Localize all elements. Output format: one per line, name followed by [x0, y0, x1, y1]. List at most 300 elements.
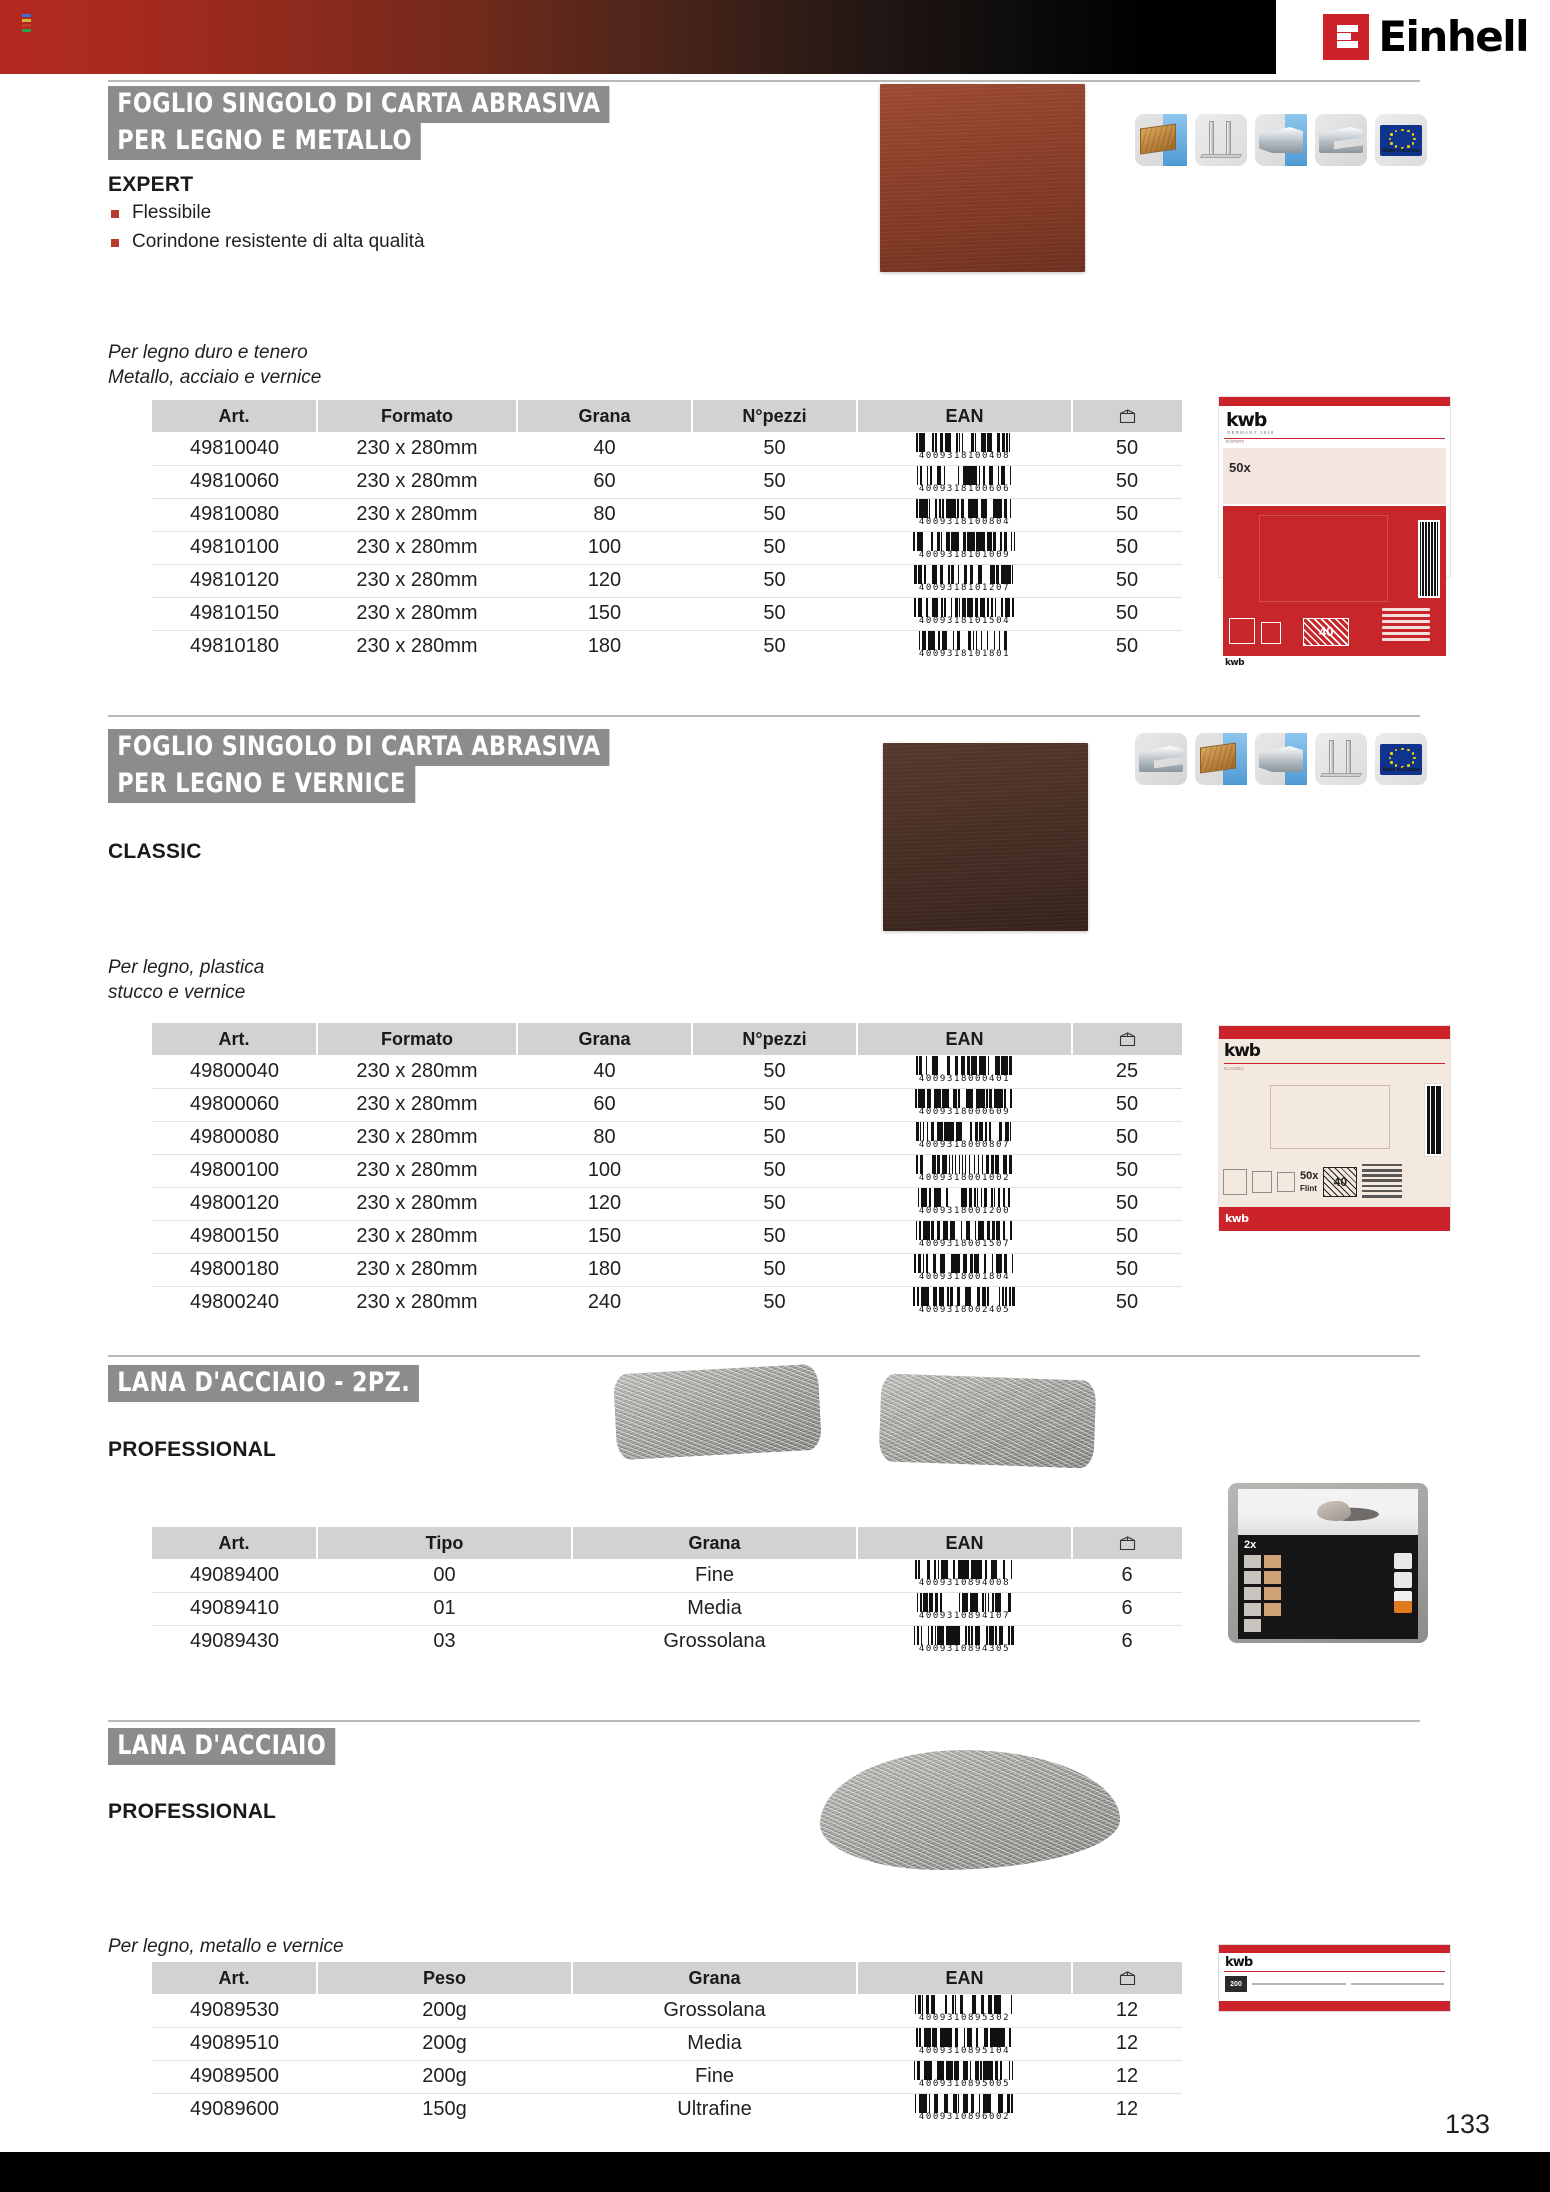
packshot-qty-sub: Flint — [1300, 1184, 1317, 1193]
cell-ean — [857, 432, 1072, 465]
cell-packaging-qty: 50 — [1072, 531, 1182, 564]
packshot-barcode-icon — [1424, 1083, 1444, 1157]
ean-number: 4009318000401 — [918, 1073, 1011, 1084]
cell-packaging-qty: 12 — [1072, 2027, 1182, 2060]
table-row — [152, 1253, 1182, 1286]
made-in-europe-icon — [1375, 733, 1427, 785]
table-header-row — [152, 1962, 1182, 1994]
cell-art: 49800120 — [152, 1187, 317, 1220]
cell-grana: Fine — [572, 1559, 857, 1592]
cell-packaging-qty: 50 — [1072, 1121, 1182, 1154]
ean-barcode-icon — [913, 1287, 1016, 1315]
cell-ean — [857, 2060, 1072, 2093]
product-photo-abrasive-sheet — [883, 743, 1088, 931]
cell-art: 49800180 — [152, 1253, 317, 1286]
ean-barcode-icon — [916, 499, 1012, 527]
col-pezzi: N°pezzi — [692, 1023, 857, 1055]
ean-number: 4009310895104 — [918, 2046, 1011, 2056]
ean-number: 4009318100804 — [918, 517, 1011, 527]
table-header-row — [152, 400, 1182, 432]
cell-formato: 230 x 280mm — [356, 1291, 478, 1314]
cell-art: 49089400 — [152, 1559, 317, 1592]
cell-pezzi: 50 — [692, 1154, 857, 1187]
usage-note — [108, 340, 321, 390]
feature-item: Corindone resistente di alta qualità — [108, 228, 425, 257]
feature-item: Flessibile — [108, 199, 425, 228]
section-foglio-legno-vernice — [0, 715, 1550, 1325]
col-ean: EAN — [857, 400, 1072, 432]
cell-grana: 60 — [517, 1088, 692, 1121]
feature-list — [108, 199, 425, 256]
packshot-variant: EXPERT — [1226, 439, 1245, 444]
packshot-grit: 40 — [1303, 618, 1349, 646]
cell-grana: 40 — [517, 1055, 692, 1088]
ean-number: 4009310895302 — [918, 2012, 1011, 2023]
col-packaging-unit — [1072, 400, 1182, 432]
table-row — [152, 1625, 1182, 1658]
cell-ean — [857, 1154, 1072, 1187]
col-art: Art. — [152, 1023, 317, 1055]
cell-art: 49800040 — [152, 1055, 317, 1088]
cell-pezzi: 50 — [763, 635, 786, 658]
cell-formato: 230 x 280mm — [317, 597, 517, 630]
cell-grana: 180 — [517, 1253, 692, 1286]
footer-bar — [0, 2152, 1550, 2192]
ean-barcode-icon — [913, 532, 1017, 560]
section-lana-acciaio — [0, 1700, 1550, 2123]
header-banner — [0, 0, 1276, 74]
cell-ean — [857, 1121, 1072, 1154]
cell-packaging-qty: 50 — [1072, 1154, 1182, 1187]
cell-art: 49800080 — [152, 1121, 317, 1154]
table-body-1 — [152, 432, 1182, 663]
table-body-2 — [152, 1055, 1182, 1319]
section-title-line-2: PER LEGNO E METALLO — [108, 123, 421, 160]
cell-packaging-qty: 12 — [1072, 2060, 1182, 2093]
packshot-qty: 50x — [1229, 459, 1251, 475]
col-grana: Grana — [517, 1023, 692, 1055]
cell-grana: Ultrafine — [677, 2098, 752, 2121]
made-in-europe-icon — [1375, 114, 1427, 166]
ean-barcode-icon — [915, 1089, 1014, 1117]
cell-grana: 40 — [517, 432, 692, 465]
made-in-europe-label: Made in Europe — [1382, 766, 1420, 773]
cell-packaging-qty: 50 — [1072, 498, 1182, 531]
einhell-mark-icon — [1323, 14, 1369, 60]
cell-pezzi: 50 — [763, 1291, 786, 1314]
cell-pezzi: 50 — [692, 1187, 857, 1220]
cell-grana: Fine — [572, 2060, 857, 2093]
cell-ean — [857, 465, 1072, 498]
ean-number: 4009318101207 — [918, 583, 1011, 593]
cell-ean — [857, 1592, 1072, 1625]
cell-ean — [857, 597, 1072, 630]
cell-ean — [857, 564, 1072, 597]
cell-grana: Grossolana — [572, 1994, 857, 2027]
kwb-logo-footer: kwb — [1225, 1212, 1249, 1225]
table-row — [152, 2060, 1182, 2093]
cell-peso: 200g — [317, 2060, 572, 2093]
section-title — [108, 86, 653, 160]
cell-ean — [857, 531, 1072, 564]
cell-ean — [857, 1253, 1072, 1286]
product-photo-steel-wool-pad-2 — [879, 1373, 1097, 1468]
box-icon — [1118, 1535, 1137, 1552]
spec-table-2 — [152, 1023, 1182, 1319]
usage-note — [108, 1934, 344, 1959]
table-row — [152, 432, 1182, 465]
ean-number: 4009310894305 — [918, 1644, 1011, 1655]
cell-art: 49810060 — [152, 465, 317, 498]
ean-number: 4009318100606 — [918, 484, 1011, 494]
table-row — [152, 1592, 1182, 1625]
profile-icon — [1315, 114, 1367, 166]
ean-number: 4009318001507 — [918, 1239, 1011, 1249]
cell-ean — [857, 1625, 1072, 1658]
table-row — [152, 1286, 1182, 1319]
cell-grana: 180 — [587, 635, 622, 658]
ean-barcode-icon — [918, 1188, 1012, 1216]
cell-packaging-qty: 12 — [1072, 1994, 1182, 2027]
ean-barcode-icon — [916, 1155, 1013, 1183]
ean-barcode-icon — [917, 466, 1013, 494]
packshot-lana-acciaio — [1218, 1944, 1451, 2012]
cell-art: 49810180 — [190, 635, 279, 658]
cell-grana: 150 — [517, 597, 692, 630]
kwb-logo: kwb — [1224, 1041, 1260, 1061]
cell-pezzi: 50 — [692, 465, 857, 498]
ean-barcode-icon — [916, 2028, 1012, 2056]
cell-art: 49810080 — [152, 498, 317, 531]
ean-barcode-icon — [916, 433, 1012, 461]
ean-barcode-icon — [914, 565, 1015, 593]
ean-number: 4009310894107 — [918, 1611, 1011, 1621]
ean-number: 4009318101009 — [918, 550, 1011, 560]
cell-pezzi: 50 — [692, 564, 857, 597]
ean-barcode-icon — [914, 598, 1016, 626]
cell-formato: 230 x 280mm — [317, 1055, 517, 1088]
section-title — [108, 1365, 446, 1402]
col-grana: Grana — [572, 1962, 857, 1994]
cell-pezzi: 50 — [692, 1088, 857, 1121]
table-row — [152, 1994, 1182, 2027]
col-ean: EAN — [857, 1023, 1072, 1055]
table-row — [152, 2027, 1182, 2060]
cell-pezzi: 50 — [692, 1121, 857, 1154]
cell-packaging-qty: 50 — [1072, 597, 1182, 630]
page-number: 133 — [1444, 2109, 1490, 2139]
cell-formato: 230 x 280mm — [317, 465, 517, 498]
cell-pezzi: 50 — [692, 1220, 857, 1253]
cell-art: 49089430 — [190, 1630, 279, 1653]
cell-art: 49089600 — [190, 2098, 279, 2121]
col-packaging-unit — [1072, 1962, 1182, 1994]
cell-grana: 80 — [517, 498, 692, 531]
cell-art: 49800150 — [152, 1220, 317, 1253]
table-row — [152, 564, 1182, 597]
spec-table-4 — [152, 1962, 1182, 2126]
box-icon — [1118, 1031, 1137, 1048]
cell-tipo: 03 — [433, 1630, 456, 1653]
cell-packaging-qty: 50 — [1115, 1291, 1139, 1314]
cell-tipo: 01 — [317, 1592, 572, 1625]
table-row — [152, 597, 1182, 630]
ean-barcode-icon — [915, 2094, 1014, 2122]
cell-ean — [857, 630, 1072, 663]
kwb-logo-footer: kwb — [1225, 657, 1244, 668]
cell-grana: 100 — [517, 1154, 692, 1187]
packshot-barcode-icon — [1418, 520, 1440, 598]
col-packaging-unit — [1072, 1023, 1182, 1055]
box-icon — [1118, 1970, 1137, 1987]
cell-ean — [857, 498, 1072, 531]
cell-packaging-qty: 6 — [1072, 1592, 1182, 1625]
cell-grana: Media — [572, 2027, 857, 2060]
table-header-row — [152, 1023, 1182, 1055]
col-art: Art. — [152, 1527, 317, 1559]
col-grana: Grana — [517, 400, 692, 432]
cell-ean — [857, 1559, 1072, 1592]
cell-formato: 230 x 280mm — [317, 1220, 517, 1253]
frame-icon — [1195, 114, 1247, 166]
ean-barcode-icon — [914, 1254, 1016, 1282]
cell-packaging-qty: 50 — [1072, 564, 1182, 597]
kwb-tagline: GERMANY 1948 — [1227, 430, 1275, 435]
table-row — [152, 498, 1182, 531]
ean-number: 4009310895005 — [918, 2079, 1011, 2089]
table-row — [152, 1559, 1182, 1592]
cell-ean — [857, 2093, 1072, 2126]
cell-packaging-qty: 50 — [1072, 1253, 1182, 1286]
cell-grana: 60 — [517, 465, 692, 498]
cell-art: 49800060 — [152, 1088, 317, 1121]
packshot-expert — [1218, 396, 1451, 668]
table-row — [152, 1121, 1182, 1154]
packshot-qty: 2x — [1244, 1539, 1257, 1551]
cell-packaging-qty: 6 — [1072, 1559, 1182, 1592]
usage-line: Per legno duro e tenero — [108, 342, 308, 363]
cell-packaging-qty: 50 — [1072, 1187, 1182, 1220]
ean-barcode-icon — [919, 631, 1010, 659]
ean-number: 4009318000609 — [918, 1107, 1011, 1117]
ean-number: 4009310894008 — [918, 1577, 1011, 1588]
col-art: Art. — [152, 400, 317, 432]
product-line-label: CLASSIC — [108, 840, 202, 863]
cell-grana: Grossolana — [663, 1630, 766, 1653]
table-row — [152, 531, 1182, 564]
cell-pezzi: 50 — [692, 1055, 857, 1088]
usage-line: Per legno, metallo e vernice — [108, 1936, 344, 1957]
table-row — [152, 1088, 1182, 1121]
ean-barcode-icon — [915, 1560, 1014, 1588]
section-foglio-legno-metallo — [0, 80, 1550, 668]
beam-icon — [1255, 114, 1307, 166]
product-line-label: PROFESSIONAL — [108, 1800, 277, 1823]
ean-number: 4009318001002 — [918, 1173, 1011, 1183]
product-photo-steel-wool-blob — [820, 1750, 1120, 1870]
cell-ean — [857, 1187, 1072, 1220]
cell-grana: 120 — [517, 1187, 692, 1220]
cell-art: 49089410 — [152, 1592, 317, 1625]
cell-grana: 150 — [517, 1220, 692, 1253]
table-body-4 — [152, 1994, 1182, 2126]
ean-barcode-icon — [916, 1221, 1014, 1249]
section-title — [108, 729, 653, 803]
cell-pezzi: 50 — [692, 597, 857, 630]
cell-ean — [857, 1994, 1072, 2027]
application-icons — [1135, 733, 1427, 785]
col-ean: EAN — [857, 1962, 1072, 1994]
made-in-europe-label: Made in Europe — [1382, 147, 1420, 154]
cell-art: 49800100 — [152, 1154, 317, 1187]
cell-packaging-qty: 50 — [1072, 1088, 1182, 1121]
cell-packaging-qty: 25 — [1072, 1055, 1182, 1088]
cell-art: 49810040 — [152, 432, 317, 465]
cell-ean — [857, 1286, 1072, 1319]
cell-formato: 230 x 280mm — [317, 1154, 517, 1187]
product-line-label: EXPERT — [108, 173, 194, 196]
cell-art: 49089510 — [152, 2027, 317, 2060]
ean-number: 4009318002405 — [918, 1305, 1011, 1316]
spec-table-3 — [152, 1527, 1182, 1658]
cell-formato: 230 x 280mm — [317, 1121, 517, 1154]
cell-formato: 230 x 280mm — [356, 635, 478, 658]
cell-formato: 230 x 280mm — [317, 1253, 517, 1286]
cell-packaging-qty: 50 — [1115, 635, 1139, 658]
ean-number: 4009318101801 — [918, 649, 1011, 660]
table-row — [152, 1154, 1182, 1187]
cell-pezzi: 50 — [692, 1253, 857, 1286]
col-peso: Peso — [317, 1962, 572, 1994]
cell-grana: 120 — [517, 564, 692, 597]
table-row — [152, 630, 1182, 663]
packshot-qty: 50x — [1300, 1169, 1319, 1182]
wood-icon — [1195, 733, 1247, 785]
cell-ean — [857, 2027, 1072, 2060]
application-icons — [1135, 114, 1427, 166]
col-formato: Formato — [317, 1023, 517, 1055]
cell-art: 49810120 — [152, 564, 317, 597]
spec-table-1 — [152, 400, 1182, 663]
brand-logo — [1276, 0, 1550, 74]
cell-art: 49089530 — [152, 1994, 317, 2027]
usage-line: Per legno, plastica — [108, 957, 265, 978]
table-header-row — [152, 1527, 1182, 1559]
cell-ean — [857, 1055, 1072, 1088]
col-art: Art. — [152, 1962, 317, 1994]
beam-icon — [1255, 733, 1307, 785]
frame-icon — [1315, 733, 1367, 785]
col-ean: EAN — [857, 1527, 1072, 1559]
cell-pezzi: 50 — [692, 498, 857, 531]
col-pezzi: N°pezzi — [692, 400, 857, 432]
col-tipo: Tipo — [317, 1527, 572, 1559]
table-row — [152, 1055, 1182, 1088]
table-body-3 — [152, 1559, 1182, 1658]
cell-packaging-qty: 50 — [1072, 432, 1182, 465]
usage-line: Metallo, acciaio e vernice — [108, 367, 322, 389]
cell-peso: 200g — [317, 2027, 572, 2060]
cell-peso: 150g — [422, 2098, 467, 2121]
section-title-line-1: FOGLIO SINGOLO DI CARTA ABRASIVA — [108, 86, 610, 123]
profile-icon — [1135, 733, 1187, 785]
ean-number: 4009318100408 — [918, 450, 1011, 461]
section-title-line-2: PER LEGNO E VERNICE — [108, 766, 415, 803]
usage-note — [108, 955, 264, 1005]
col-formato: Formato — [317, 400, 517, 432]
box-icon — [1118, 408, 1137, 425]
cell-grana: 80 — [517, 1121, 692, 1154]
ean-barcode-icon — [914, 2061, 1015, 2089]
packshot-professional-2pz — [1228, 1483, 1428, 1643]
ean-barcode-icon — [916, 1122, 1013, 1150]
cell-packaging-qty: 12 — [1115, 2098, 1139, 2121]
cell-formato: 230 x 280mm — [317, 1088, 517, 1121]
kwb-logo: kwb — [1225, 1955, 1253, 1970]
ean-number: 4009318001200 — [918, 1206, 1011, 1216]
product-photo-steel-wool-pad-1 — [613, 1364, 822, 1461]
kwb-logo: kwb — [1226, 409, 1267, 431]
cell-formato: 230 x 280mm — [317, 531, 517, 564]
color-dots-icon — [22, 14, 31, 34]
cell-peso: 200g — [317, 1994, 572, 2027]
section-title — [108, 1728, 355, 1765]
cell-formato: 230 x 280mm — [317, 498, 517, 531]
cell-formato: 230 x 280mm — [317, 432, 517, 465]
ean-number: 4009318101504 — [918, 616, 1011, 626]
product-photo-abrasive-sheet — [880, 84, 1085, 272]
ean-barcode-icon — [917, 1593, 1012, 1621]
packshot-grit: 40 — [1323, 1167, 1357, 1197]
cell-tipo: 00 — [317, 1559, 572, 1592]
packshot-qty: 200 — [1225, 1976, 1247, 1992]
table-row — [152, 465, 1182, 498]
ean-barcode-icon — [914, 1626, 1015, 1654]
cell-packaging-qty: 50 — [1072, 1220, 1182, 1253]
cell-ean — [857, 1088, 1072, 1121]
cell-art: 49810100 — [152, 531, 317, 564]
cell-grana: 240 — [587, 1291, 622, 1314]
cell-ean — [857, 1220, 1072, 1253]
cell-formato: 230 x 280mm — [317, 1187, 517, 1220]
section-lana-acciaio-2pz — [0, 1355, 1550, 1685]
table-row — [152, 1187, 1182, 1220]
cell-pezzi: 50 — [692, 432, 857, 465]
cell-art: 49089500 — [152, 2060, 317, 2093]
section-title-line-1: FOGLIO SINGOLO DI CARTA ABRASIVA — [108, 729, 610, 766]
wood-icon — [1135, 114, 1187, 166]
usage-line: stucco e vernice — [108, 982, 246, 1004]
col-packaging-unit — [1072, 1527, 1182, 1559]
section-title-line-1: LANA D'ACCIAIO - 2PZ. — [108, 1365, 419, 1402]
cell-formato: 230 x 280mm — [317, 564, 517, 597]
ean-number: 4009318000807 — [918, 1140, 1011, 1150]
ean-barcode-icon — [916, 1056, 1013, 1084]
cell-art: 49800240 — [190, 1291, 279, 1314]
col-grana: Grana — [572, 1527, 857, 1559]
cell-grana: 100 — [517, 531, 692, 564]
cell-packaging-qty: 6 — [1121, 1630, 1133, 1653]
ean-barcode-icon — [915, 1995, 1015, 2023]
cell-pezzi: 50 — [692, 531, 857, 564]
product-line-label: PROFESSIONAL — [108, 1438, 277, 1461]
section-title-line-1: LANA D'ACCIAIO — [108, 1728, 335, 1765]
brand-name: Einhell — [1378, 12, 1528, 61]
cell-art: 49810150 — [152, 597, 317, 630]
cell-grana: Media — [572, 1592, 857, 1625]
packshot-variant: CLASSIC — [1224, 1066, 1244, 1071]
ean-number: 4009310896002 — [918, 2112, 1011, 2123]
